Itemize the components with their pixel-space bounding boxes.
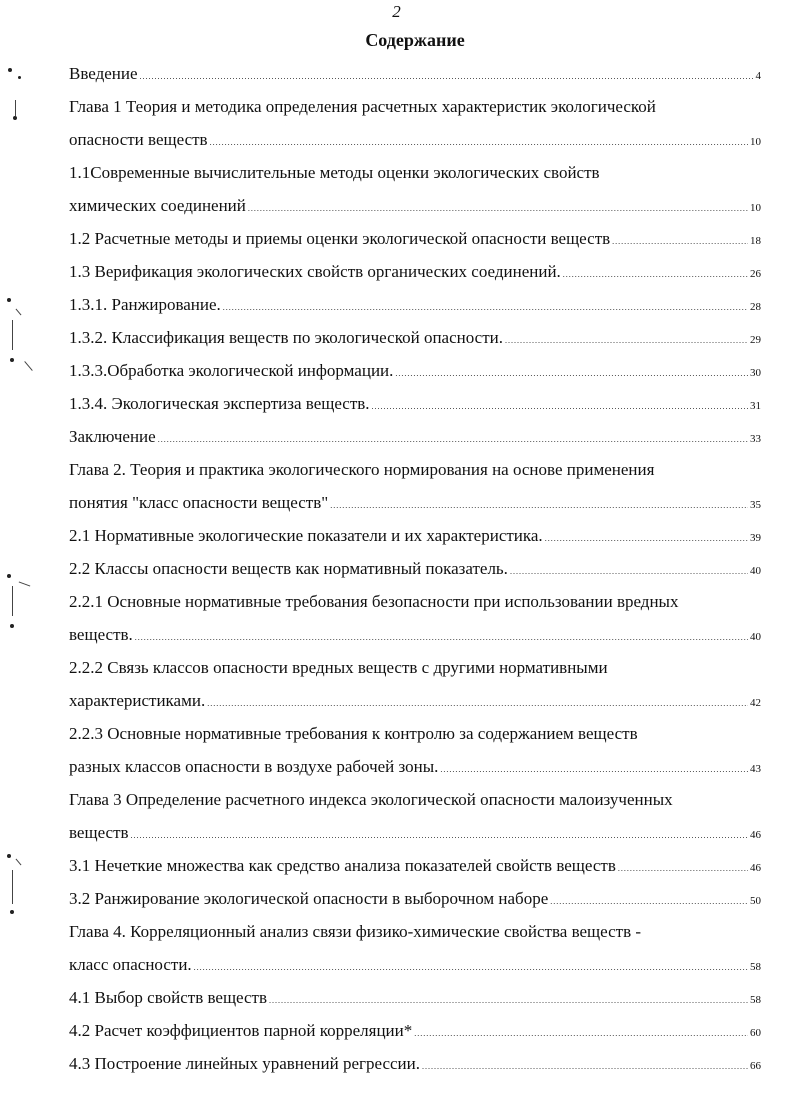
toc-entry-title: опасности веществ	[69, 130, 208, 149]
toc-entry	[69, 260, 761, 293]
toc-page-number: 46	[750, 829, 761, 841]
toc-page-number: 58	[750, 961, 761, 973]
toc-page-number: 40	[750, 565, 761, 577]
toc-entry-title: Введение	[69, 64, 138, 83]
toc-page-number: 40	[750, 631, 761, 643]
toc-entry	[69, 359, 761, 392]
scan-mark	[4, 850, 34, 920]
toc-entry	[69, 128, 761, 161]
dot-leader	[550, 890, 748, 914]
toc-entry	[69, 62, 761, 95]
toc-entry-title: 1.3.2. Классификация веществ по экологической опасности.	[69, 328, 503, 347]
toc-entry-title: 4.3 Построение линейных уравнений регрессии.	[69, 1054, 420, 1073]
toc-entry	[69, 524, 761, 557]
toc-entry-title: веществ.	[69, 625, 133, 644]
dot-leader	[269, 989, 748, 1013]
toc-entry-title: 1.3 Верификация экологических свойств органических соединений.	[69, 262, 561, 281]
toc-entry	[69, 1019, 761, 1052]
dot-leader	[505, 329, 748, 353]
toc-entry-line: 1.1Современные вычислительные методы оценки экологических свойств	[69, 163, 600, 182]
toc-entry-title: 1.3.3.Обработка экологической информации.	[69, 361, 394, 380]
toc-page-number: 39	[750, 532, 761, 544]
toc-entry-line: 2.2.3 Основные нормативные требования к контролю за содержанием веществ	[69, 724, 638, 743]
toc-entry-title: понятия "класс опасности веществ"	[69, 493, 329, 512]
scan-mark	[4, 298, 34, 378]
toc-entry-title: 2.1 Нормативные экологические показатели и их характеристика.	[69, 526, 543, 545]
scan-mark	[4, 572, 54, 632]
toc-entry-title: химических соединений	[69, 196, 246, 215]
toc-entry	[69, 689, 761, 722]
dot-leader	[140, 65, 754, 89]
dot-leader	[612, 230, 748, 254]
dot-leader	[330, 494, 748, 518]
toc-entry-line: Глава 4. Корреляционный анализ связи физико-химические свойства веществ -	[69, 922, 642, 941]
dot-leader	[194, 956, 748, 980]
toc-entry-line: Глава 1 Теория и методика определения расчетных характеристик экологической	[69, 97, 656, 116]
toc-page-number: 46	[750, 862, 761, 874]
toc-entry-title: характеристиками.	[69, 691, 206, 710]
toc-page-number: 10	[750, 202, 761, 214]
toc-page-number: 33	[750, 433, 761, 445]
dot-leader	[545, 527, 748, 551]
page-number: 2	[392, 2, 401, 21]
dot-leader	[618, 857, 748, 881]
toc-entry-title: 4.2 Расчет коэффициентов парной корреляции*	[69, 1021, 413, 1040]
toc-page-number: 10	[750, 136, 761, 148]
toc-entry	[69, 326, 761, 359]
toc-entry-title: 3.1 Нечеткие множества как средство анализа показателей свойств веществ	[69, 856, 616, 875]
toc-page-number: 18	[750, 235, 761, 247]
toc-entry-title: Заключение	[69, 427, 156, 446]
dot-leader	[395, 362, 748, 386]
toc-entry-title: класс опасности.	[69, 955, 192, 974]
toc-entry-title: веществ	[69, 823, 129, 842]
toc-entry-title: 2.2 Классы опасности веществ как нормативный показатель.	[69, 559, 508, 578]
dot-leader	[422, 1055, 748, 1079]
toc-page-number: 43	[750, 763, 761, 775]
toc-page-number: 35	[750, 499, 761, 511]
toc-entry	[69, 755, 761, 788]
toc-entry	[69, 986, 761, 1019]
dot-leader	[372, 395, 748, 419]
toc-page-number: 58	[750, 994, 761, 1006]
toc-entry	[69, 392, 761, 425]
toc-entry-title: 4.1 Выбор свойств веществ	[69, 988, 267, 1007]
table-of-contents	[69, 62, 761, 1085]
dot-leader	[158, 428, 748, 452]
scan-mark	[6, 66, 26, 126]
toc-entry	[69, 227, 761, 260]
toc-entry	[69, 194, 761, 227]
toc-entry	[69, 557, 761, 590]
dot-leader	[135, 626, 748, 650]
toc-page-number: 42	[750, 697, 761, 709]
toc-entry-title: разных классов опасности в воздухе рабочей зоны.	[69, 757, 439, 776]
toc-entry-line: 2.2.2 Связь классов опасности вредных веществ с другими нормативными	[69, 658, 608, 677]
dot-leader	[131, 824, 748, 848]
page-title: Содержание	[365, 30, 465, 50]
toc-entry	[69, 293, 761, 326]
toc-page-number: 66	[750, 1060, 761, 1072]
toc-entry	[69, 425, 761, 458]
toc-page-number: 30	[750, 367, 761, 379]
toc-page-number: 28	[750, 301, 761, 313]
toc-entry-title: 1.3.1. Ранжирование.	[69, 295, 221, 314]
toc-page-number: 4	[755, 70, 761, 82]
dot-leader	[223, 296, 748, 320]
toc-page-number: 26	[750, 268, 761, 280]
toc-entry-line: Глава 2. Теория и практика экологического нормирования на основе применения	[69, 460, 655, 479]
dot-leader	[563, 263, 748, 287]
toc-entry-title: 1.3.4. Экологическая экспертиза веществ.	[69, 394, 370, 413]
toc-page-number: 29	[750, 334, 761, 346]
toc-entry	[69, 491, 761, 524]
toc-page-number: 31	[750, 400, 761, 412]
dot-leader	[207, 692, 748, 716]
toc-entry	[69, 623, 761, 656]
toc-entry	[69, 821, 761, 854]
dot-leader	[248, 197, 748, 221]
toc-entry	[69, 953, 761, 986]
toc-entry-line: Глава 3 Определение расчетного индекса экологической опасности малоизученных	[69, 790, 673, 809]
toc-page-number: 60	[750, 1027, 761, 1039]
toc-entry-title: 3.2 Ранжирование экологической опасности в выборочном наборе	[69, 889, 549, 908]
toc-entry-title: 1.2 Расчетные методы и приемы оценки экологической опасности веществ	[69, 229, 611, 248]
dot-leader	[510, 560, 748, 584]
toc-entry	[69, 1052, 761, 1085]
toc-entry	[69, 887, 761, 920]
dot-leader	[440, 758, 748, 782]
dot-leader	[414, 1022, 748, 1046]
toc-page-number: 50	[750, 895, 761, 907]
toc-entry	[69, 854, 761, 887]
dot-leader	[210, 131, 748, 155]
toc-entry-line: 2.2.1 Основные нормативные требования безопасности при использовании вредных	[69, 592, 679, 611]
